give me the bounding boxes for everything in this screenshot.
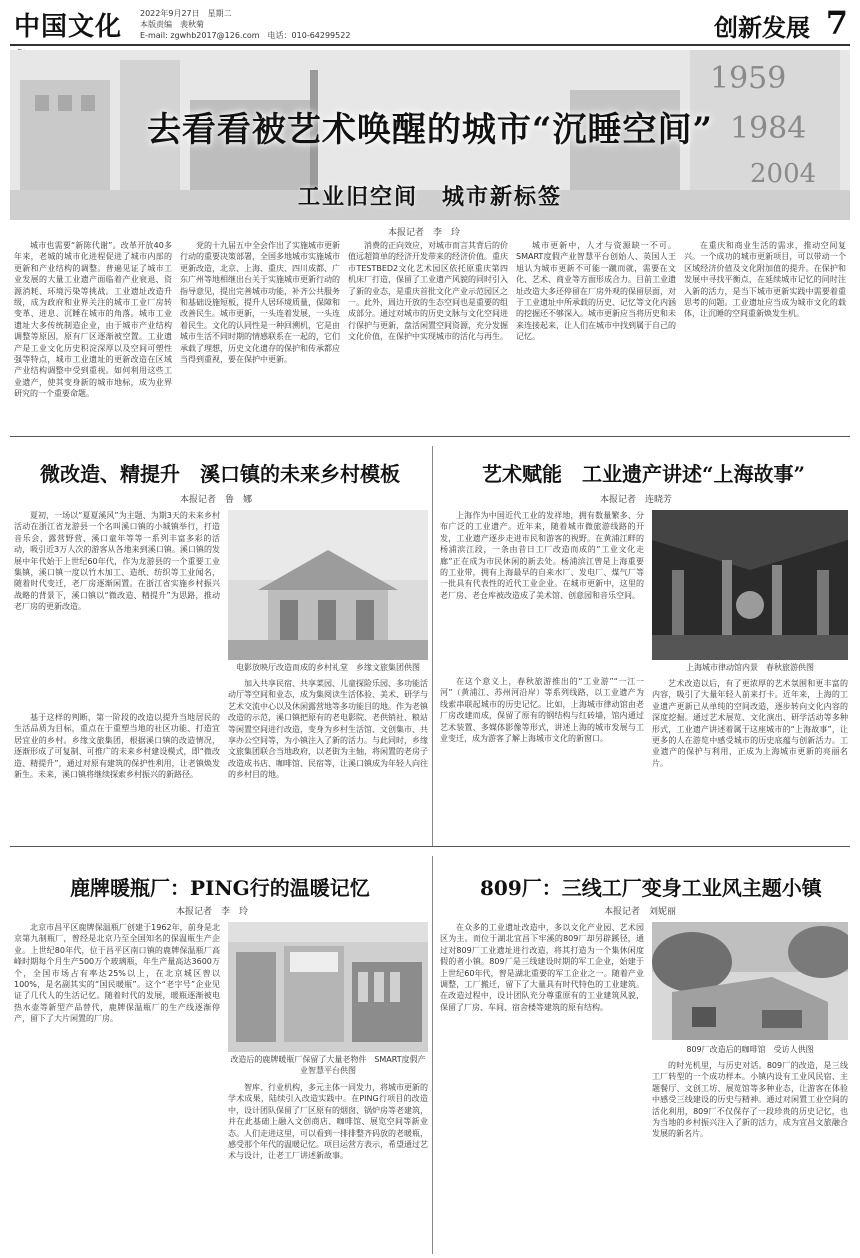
banner-year-2: 1984 [730,111,807,146]
article1-caption: 电影放映厅改造而成的乡村礼堂 乡缘文旅集团供图 [236,663,420,672]
article4-caption: 809厂改造后的咖啡馆 受访人供图 [686,1045,814,1054]
article1-photo [228,510,428,660]
article2-photo [652,510,848,660]
lead-column-4: 城市更新中，人才与资源缺一不可。SMART度假产业智慧平台创始人、英国人王旭认为城市更新不可能一蹴而就，需要在文化、艺术、商业等方面形成合力。目前工业遗址改造大多还停留在厂房外观的保留层面，对于工业遗址中所承载的历史、记忆等文化内涵的挖掘还不够深入。城市更新应当将历史和未来连接起来，让人们在城市中找到属于自己的记忆。 [516,241,676,342]
article3-photo [228,922,428,1052]
section-divider-1 [10,436,850,437]
editor-line: 本版责编 裴秋菊 [140,20,204,29]
article4-byline: 本报记者 刘妮丽 [604,907,677,917]
article1-title: 微改造、精提升 溪口镇的未来乡村模板 [40,462,400,486]
article3-caption: 改造后的鹿牌暖瓶厂保留了大量老物件 SMART度假产业智慧平台供图 [230,1055,426,1075]
header-rule [10,44,850,46]
article3-byline: 本报记者 李 玲 [176,907,249,917]
lead-column-2: 党的十九届五中全会作出了实施城市更新行动的重要决策部署，全国多地城市实施城市更新改造，北京、上海、重庆、四川成都、广东广州等地相继出台关于实施城市更新行动的指导意见，提出完善城市功能，补齐公共服务和基础设施短板，提升人居环境质量，保障和改善民生。城市更新，一头连着发展，一头连着民生。文化的认同性是一种回溯机，它是由城市生活不同时期的情感联系在一起的，它们承载了理想，历史文化遗存的保护和传承都应当得到重视，要在保护中更新。 [180,241,340,365]
article4-photo [652,922,848,1040]
article3-text-left: 北京市昌平区鹿牌保温瓶厂创建于1962年，前身是北京第九制瓶厂，曾经是北京乃至全国知名的保温瓶生产企业。上世纪80年代，位于昌平区南口镇的鹿牌保温瓶厂高峰时期每个月生产500万个玻璃瓶，年生产量高达3600万个，全国市场占有率达25%以上，在北京城区曾以100%，是名副其实的“国民暖瓶”。这个“老字号”企业见证了几代人的生活记忆。随着时代的发展，暖瓶逐渐被电热水壶等新型产品替代，鹿牌保温瓶厂的生产线逐渐停产，留下了大片闲置的厂房。 [14,923,220,1024]
article2-caption: 上海城市律动馆内景 春秋旅游供图 [686,663,814,672]
article4-title: 809厂：三线工厂变身工业风主题小镇 [480,876,822,900]
lead-column-3: 消费的正向效应，对城市而言其背后的价值远超简单的经济开发带来的经济价值。重庆市TESTBED2文化艺术园区依托原重庆第四机床厂打造，保留了工业遗产风貌的同时引入了新的业态，是重庆首批文化产业示范园区之一。此外，周边开放的生态空间也是重要的组成部分。通过对城市的历史文脉与文化空间进行保护与更新，盘活闲置空间资源，充分发掘文化价值，在保护中实现城市的活化与再生。 [348,241,508,342]
lead-column-1: 城市也需要“新陈代谢”。改革开放40多年来，老城的城市化进程促进了城市内部的更新和产业结构的调整。普遍见证了城市工业发展的大量工业遗产面临着产业衰退、资源消耗、环境污染等挑战。工业遗址改造升级，成为政府和业界关注的城市工业厂房转变革、进息、沉睡在城市的角落。城市工业遗址大多传统制造企业，由于城市产业结构调整等原因，原有厂区逐渐被空置。工业遗产是工业文化历史积淀深厚以及空间可塑性强等特点，城市工业遗址的更新改造在区域产业结构调整中受到重视。如何利用这些工业遗产，使其变身新的城市地标，成为业界研究的一个重要命题。 [14,241,172,399]
article1-text-mid: 加入共享民宿、共享菜园、儿童探险乐园、多功能活动厅等空间和业态，成为集阅读生活体验、美术、研学与艺术交流中心以及休闲露营地等多功能目的地。作为老镇改造的示范，溪口镇把原有的老电影院、老供销社、粮站等闲置空间进行改造，变身为乡村生活馆、文创集市、共享办公空间等，为小镇注入了新的活力。与此同时，乡缘文旅集团联合当地政府，以老街为主轴，将闲置的老房子改造成书店、咖啡馆、民宿等，让溪口镇成为年轻人向往的乡村目的地。 [228,679,428,780]
article4-text-left: 在众多的工业遗址改造中，多以文化产业园、艺术园区为主。而位于湖北宜昌下牢溪的809厂却另辟蹊径，通过对809厂工业遗址进行改造，将其打造为一个集休闲度假的者小镇。809厂是三线建设时期的军工企业，始建于上世纪60年代，曾是湖北重要的军工企业之一。随着产业调整，工厂搬迁，留下了大量具有时代特色的工业建筑。在改造过程中，设计团队充分尊重原有的工业建筑风貌，保留了厂房、车间、宿舍楼等建筑的原有结构。 [440,923,644,1012]
header-info [140,8,400,41]
column-divider-2 [432,856,433,1254]
article2-text-mid: 在这个意义上，春秋旅游推出的“工业游”“一江一河”（黄浦江、苏州河沿岸）等系列线路，以工业遗产为线索串联起城市的历史记忆。比如，上海城市律动馆由老厂房改建而成，保留了原有的钢结构与红砖墙，馆内通过艺术装置、多媒体影像等形式，讲述上海的城市发展与工业变迁，成为游客了解上海城市文化的新窗口。 [440,677,644,744]
article1-byline: 本报记者 鲁 娜 [180,495,253,505]
issue-date: 2022年9月27日 星期二 [140,9,232,18]
contact-line: E-mail: zgwhb2017@126.com 电话：010-64299522 [140,31,351,40]
column-divider [432,446,433,846]
banner-headline: 去看看被艺术唤醒的城市“沉睡空间” [146,110,714,150]
article2-text-left: 上海作为中国近代工业的发祥地，拥有数量繁多、分布广泛的工业遗产。近年来，随着城市微旅游线路的开发，工业遗产逐步走进市民和游客的视野。在黄浦江畔的杨浦滨江段，一条由昔日工厂改造而成的“工业文化走廊”正在成为市民休闲的新去处。杨浦滨江曾是上海重要的工业带，拥有上海最早的自来水厂、发电厂、煤气厂等一批具有代表性的近代工业企业。在城市更新中，这里的老厂房、老仓库被改造成了美术馆、创意园和音乐空间。 [440,511,644,600]
article1-text-left: 夏初，一场以“夏夏溪风”为主题、为期3天的未来乡村活动在浙江省龙游县一个名叫溪口镇的小城镇举行，打造音乐会、露营野营、溪口童年等等一系列丰富多彩的活动，吸引近3万人次的游客从各地来到溪口镇。溪口镇的发展中年代始于上世纪60年代，作为龙游县的一个重要工业集镇，溪口镇一度以竹木加工、造纸、纺织等工业闻名，随着时代变迁，老厂房逐渐闲置。在浙江省实施乡村振兴战略的背景下，溪口镇以“微改造、精提升”为思路，推动老厂房的更新改造。 [14,511,220,612]
page-number: 7 [825,4,848,42]
article2-text-right: 艺术改造以后，有了更浓厚的艺术氛围和更丰富的内容，吸引了大量年轻人前来打卡。近年来，上海的工业遗产更新已从单纯的空间改造，逐步转向文化内容的深度挖掘。通过艺术展览、文化演出、研学活动等多种形式，工业遗产讲述着属于这座城市的“上海故事”，让更多的人在游览中感受城市的历史底蕴与创新活力。工业遗产的保护与利用，正成为上海城市更新的亮丽名片。 [652,679,848,768]
article1-text-bottom: 基于这样的判断，第一阶段的改造以提升当地居民的生活品质为目标，重点在于重塑当地的社区功能、打造宜居宜业的乡村。乡缘文旅集团，根据溪口镇的改造情况，逐渐形成了可复制、可推广的未来乡村建设模式，即“微改造、精提升”，通过对原有建筑的保护性利用，让老镇焕发新生。未来，溪口镇将继续探索乡村振兴的新路径。 [14,713,220,780]
article2-title: 艺术赋能 工业遗产讲述“上海故事” [482,462,806,486]
masthead: 中国文化 [14,12,123,42]
article3-title: 鹿牌暖瓶厂：PING行的温暖记忆 [70,876,370,900]
lead-column-5: 在重庆和商业生活的需求，推动空间复兴。一个成功的城市更新项目，可以带动一个区域经济价值及文化附加值的提升。在保护和发展中寻找平衡点，在延续城市记忆的同时注入新的活力，是当下城市更新实践中需要着重思考的问题。工业遗址应当成为城市文化的载体，让沉睡的空间重新焕发生机。 [684,241,846,319]
section-divider-2 [10,846,850,847]
article2-byline: 本报记者 连晓芳 [600,495,673,505]
banner-subtitle: 工业旧空间 城市新标签 [297,184,562,210]
article3-text-mid: 智库、行业机构，多元主体一同发力，将城市更新的学术成果，陆续引入改造实践中。在PING行项目的改造中，设计团队保留了厂区原有的烟囱、锅炉房等老建筑，并在此基础上融入文创商店、咖啡馆、展览空间等新业态。人们走进这里，可以看到一排排整齐码放的老暖瓶，感受那个年代的温暖记忆。项目运营方表示，希望通过艺术与设计，让老工厂讲述新故事。 [228,1083,428,1161]
section-title: 创新发展 [714,13,810,42]
banner-year-1: 1959 [710,61,787,96]
banner-year-3: 2004 [750,159,817,189]
banner-image [10,50,850,220]
article4-text-right: 的时光机里，与历史对话。809厂的改造，是三线工厂转型的一个成功样本。小镇内设有工业风民宿、主题餐厅、文创工坊、展览馆等多种业态，让游客在体验中感受三线建设的历史与精神。通过对闲置工业空间的活化利用，809厂不仅保存了一段珍贵的历史记忆，也为当地的乡村振兴注入了新的活力，成为宜昌文旅融合发展的新名片。 [652,1061,848,1139]
lead-byline: 本报记者 李 玲 [388,228,461,238]
